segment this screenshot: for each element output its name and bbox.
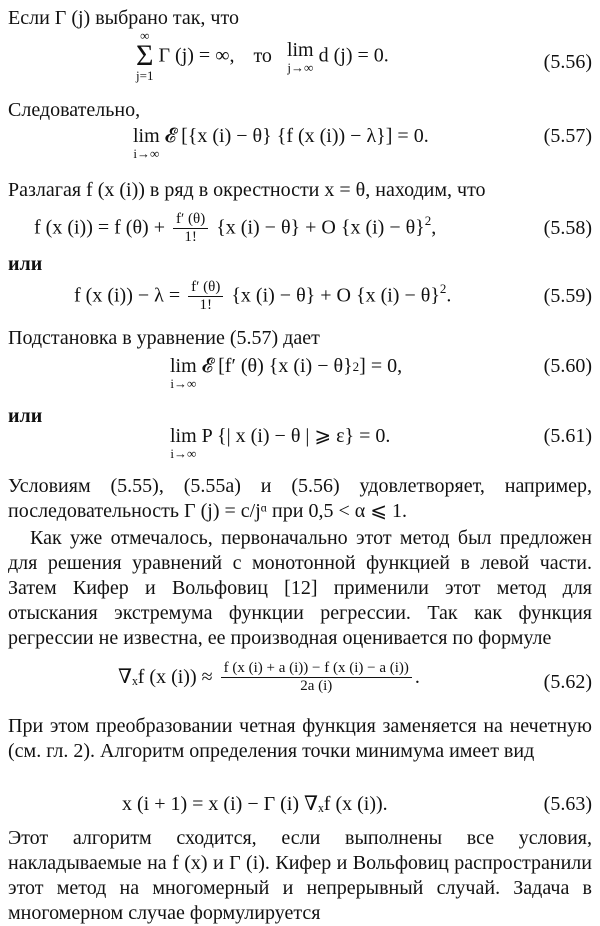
sum-symbol: ∞ Σ j=1 [136, 28, 154, 83]
equation-5-61: lim i→∞ P {| x (i) − θ | ⩾ ε} = 0. (5.61) [170, 425, 592, 461]
equation-number: (5.60) [543, 355, 592, 377]
paragraph-consequently: Следовательно, [8, 99, 141, 121]
equation-number: (5.61) [543, 425, 592, 447]
paragraph-convergence: Этот алгоритм сходится, если выполнены все условия, накладываемые на f (x) и Γ (i). Кифер и Вольфовиц распространили этот метод на многомерный и непрерывный случай. Задача в многомерном случае формулируется [8, 827, 592, 924]
equation-number: (5.63) [543, 793, 592, 815]
equation-5-63: x (i + 1) = x (i) − Γ (i) ∇ₓf (x (i)). (5.63) [122, 793, 592, 815]
paragraph-substitution: Подстановка в уравнение (5.57) дает [8, 327, 320, 349]
equation-5-62: ∇ₓf (x (i)) ≈ $\frac{f (x (i) + a (i)) - f (x (i) - a (i))}{2a (i)}$ . (5.62) [118, 660, 592, 694]
equation-5-59: f (x (i)) − λ = $\frac{f' (\theta)}{1!}$ {x (i) − θ} + O {x (i) − θ}$^2$. (5.59) [74, 278, 592, 313]
paragraph-or-2: или [8, 405, 43, 427]
equation-number: (5.59) [543, 285, 592, 307]
equation-number: (5.62) [543, 671, 592, 693]
paragraph-method-history: Как уже отмечалось, первоначально этот метод был предложен для решения уравнений с монотонной функцией в левой части. Затем Кифер и Вольфовиц [12] применили этот метод для отыскания экстремума функции регрессии. Так как функция регрессии не известна, ее производная оценивается по формуле [8, 527, 592, 649]
equation-number: (5.57) [543, 125, 592, 147]
equation-5-57: lim i→∞ 𝓔 [{x (i) − θ} {f (x (i)) − λ}] = 0. (5.57) [133, 125, 592, 161]
paragraph-intro: Если Γ (j) выбрано так, что [8, 7, 239, 29]
equation-number: (5.56) [543, 51, 592, 73]
paragraph-expansion: Разлагая f (x (i)) в ряд в окрестности x = θ, находим, что [8, 179, 486, 201]
equation-number: (5.58) [543, 217, 592, 239]
paragraph-conditions: Условиям (5.55), (5.55a) и (5.56) удовлетворяет, например, последовательность Γ (j) = c/jᵅ при 0,5 < α ⩽ 1. [8, 475, 592, 522]
paragraph-or: или [8, 253, 43, 275]
equation-5-60: lim i→∞ 𝓔 [f′ (θ) {x (i) − θ}$^2$] = 0, (5.60) [170, 355, 592, 391]
paragraph-transformation: При этом преобразовании четная функция заменяется на нечетную (см. гл. 2). Алгоритм определения точки минимума имеет вид [8, 715, 592, 762]
equation-5-58: f (x (i)) = f (θ) + $\frac{f' (\theta)}{1!}$ {x (i) − θ} + O {x (i) − θ}$^2$, (5.58) [34, 210, 592, 245]
equation-5-56: ∞ Σ j=1 Γ (j) = ∞, то lim j→∞ d (j) = 0. (5.56) [136, 28, 592, 83]
